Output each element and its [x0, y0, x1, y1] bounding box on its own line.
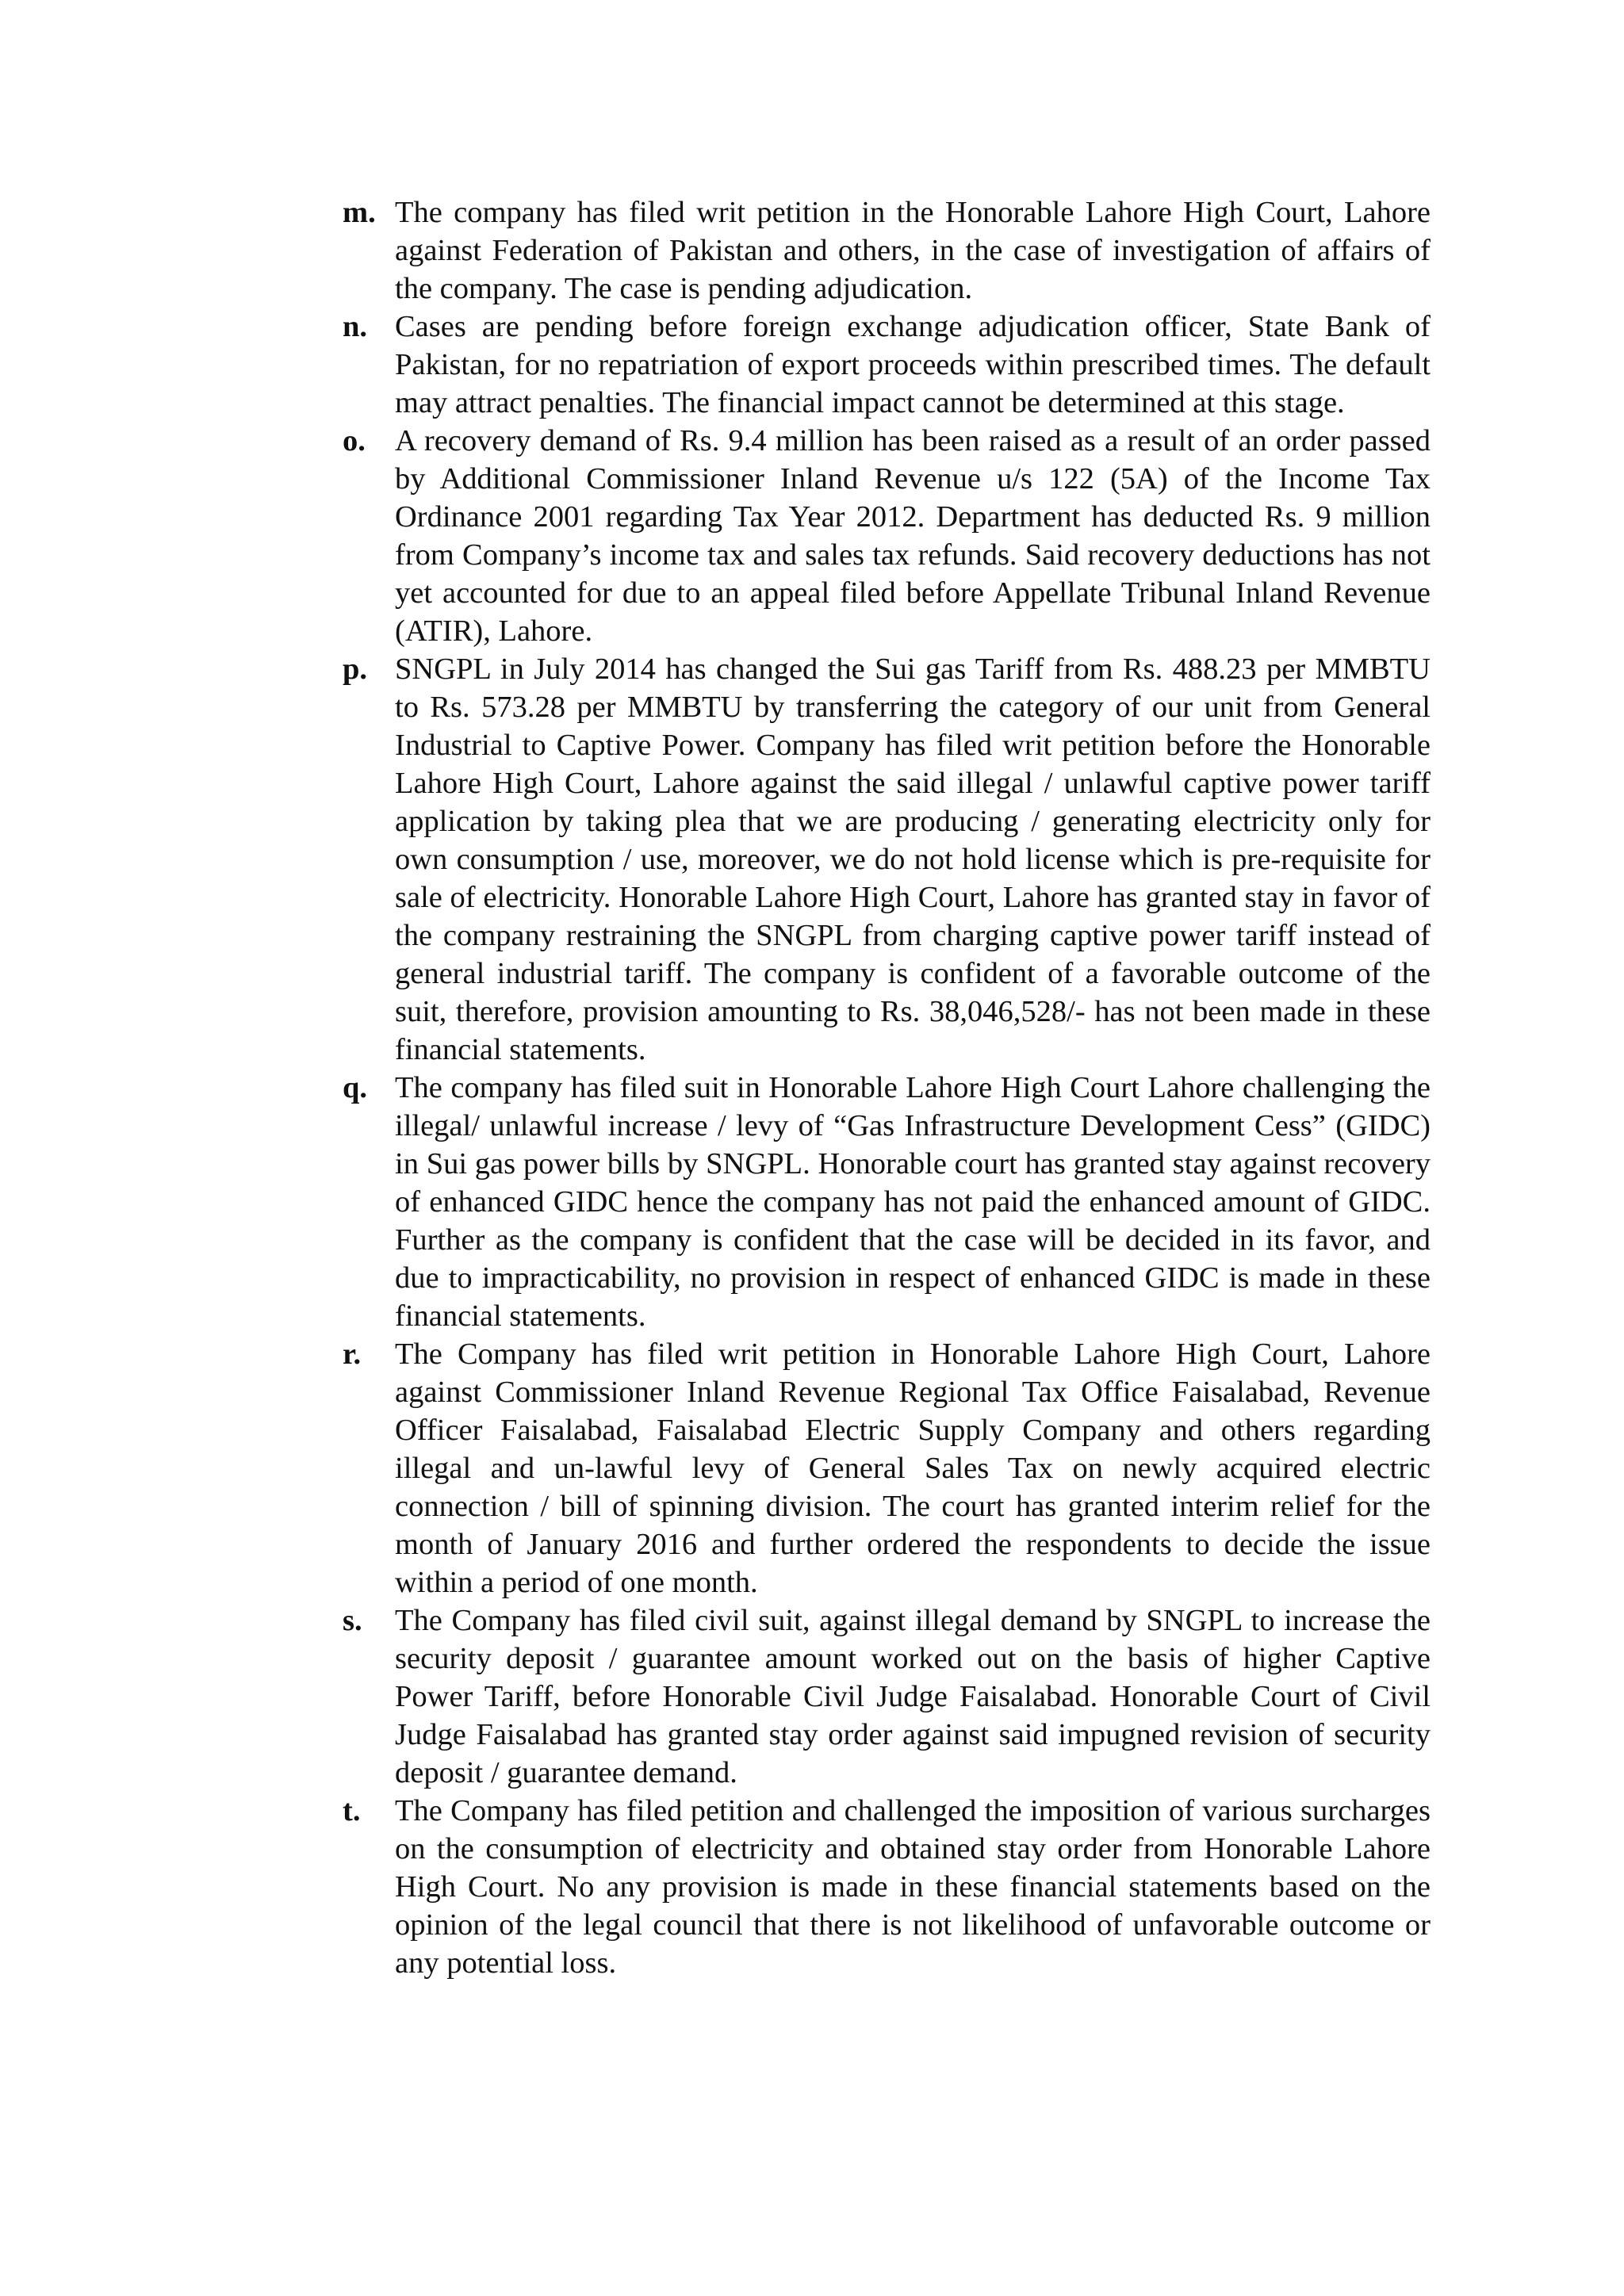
- note-text: SNGPL in July 2014 has changed the Sui gas Tariff from Rs. 488.23 per MMBTU to Rs. 573.28 per MMBTU by transferring the category of our unit from General Industrial to Captive Power. Company has filed writ petition before the Honorable Lahore High Court, Lahore against the said illegal / unlawful captive power tariff application by taking plea that we are producing / generating electricity only for own consumption / use, moreover, we do not hold license which is pre-requisite for sale of electricity. Honorable Lahore High Court, Lahore has granted stay in favor of the company restraining the SNGPL from charging captive power tariff instead of general industrial tariff. The company is confident of a favorable outcome of the suit, therefore, provision amounting to Rs. 38,046,528/- has not been made in these financial statements.: [395, 652, 1431, 1066]
- note-item-n: [343, 308, 1431, 422]
- note-label: r.: [343, 1337, 362, 1371]
- note-item-o: [343, 422, 1431, 650]
- note-item-t: [343, 1792, 1431, 1982]
- note-label: n.: [343, 310, 368, 343]
- note-label: o.: [343, 424, 366, 457]
- note-label: p.: [343, 652, 368, 686]
- note-text: The Company has filed petition and challenged the imposition of various surcharges on the consumption of electricity and obtained stay order from Honorable Lahore High Court. No any provision is made in these financial statements based on the opinion of the legal council that there is not likelihood of unfavorable outcome or any potential loss.: [395, 1794, 1431, 1980]
- note-text: The company has filed suit in Honorable Lahore High Court Lahore challenging the illegal/ unlawful increase / levy of “Gas Infrastructure Development Cess” (GIDC) in Sui gas power bills by SNGPL. Honorable court has granted stay against recovery of enhanced GIDC hence the company has not paid the enhanced amount of GIDC. Further as the company is confident that the case will be decided in its favor, and due to impracticability, no provision in respect of enhanced GIDC is made in these financial statements.: [395, 1071, 1431, 1333]
- note-item-s: [343, 1601, 1431, 1792]
- note-text: The Company has filed writ petition in Honorable Lahore High Court, Lahore against Commissioner Inland Revenue Regional Tax Office Faisalabad, Revenue Officer Faisalabad, Faisalabad Electric Supply Company and others regarding illegal and un-lawful levy of General Sales Tax on newly acquired electric connection / bill of spinning division. The court has granted interim relief for the month of January 2016 and further ordered the respondents to decide the issue within a period of one month.: [395, 1337, 1431, 1599]
- note-item-q: [343, 1069, 1431, 1335]
- notes-list: [343, 193, 1431, 1982]
- note-label: t.: [343, 1794, 361, 1827]
- note-text: The Company has filed civil suit, against illegal demand by SNGPL to increase the security deposit / guarantee amount worked out on the basis of higher Captive Power Tariff, before Honorable Civil Judge Faisalabad. Honorable Court of Civil Judge Faisalabad has granted stay order against said impugned revision of security deposit / guarantee demand.: [395, 1604, 1431, 1789]
- note-label: m.: [343, 196, 376, 229]
- note-item-m: [343, 193, 1431, 308]
- note-text: A recovery demand of Rs. 9.4 million has been raised as a result of an order passed by Additional Commissioner Inland Revenue u/s 122 (5A) of the Income Tax Ordinance 2001 regarding Tax Year 2012. Department has deducted Rs. 9 million from Company’s income tax and sales tax refunds. Said recovery deductions has not yet accounted for due to an appeal filed before Appellate Tribunal Inland Revenue (ATIR), Lahore.: [395, 424, 1431, 648]
- note-text: Cases are pending before foreign exchange adjudication officer, State Bank of Pakistan, for no repatriation of export proceeds within prescribed times. The default may attract penalties. The financial impact cannot be determined at this stage.: [395, 310, 1431, 419]
- note-text: The company has filed writ petition in the Honorable Lahore High Court, Lahore against Federation of Pakistan and others, in the case of investigation of affairs of the company. The case is pending adjudication.: [395, 196, 1431, 305]
- note-item-p: [343, 650, 1431, 1069]
- note-label: s.: [343, 1604, 362, 1637]
- note-label: q.: [343, 1071, 368, 1104]
- note-item-r: [343, 1335, 1431, 1601]
